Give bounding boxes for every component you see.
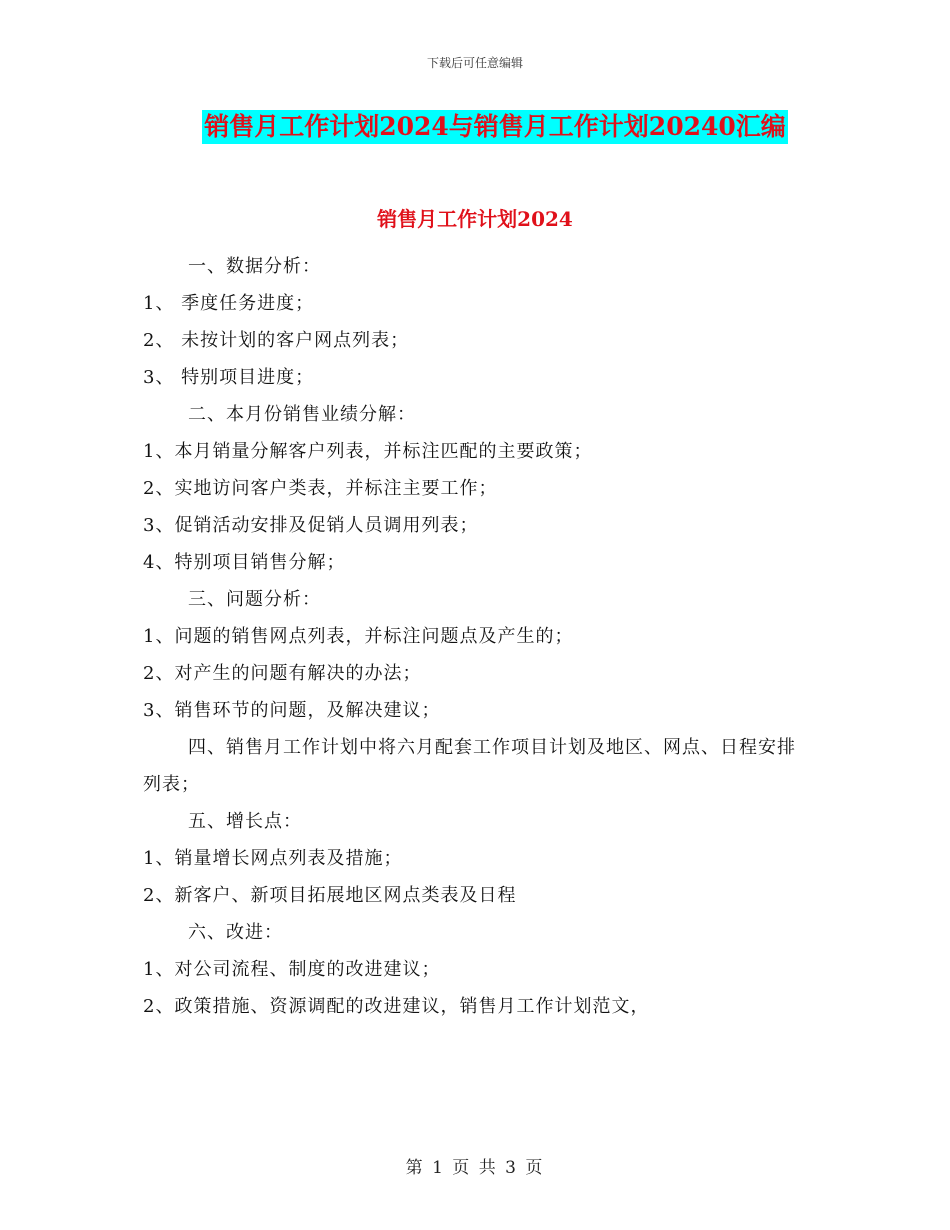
list-item: 1、销量增长网点列表及措施； bbox=[143, 848, 403, 869]
list-item: 1、对公司流程、制度的改进建议； bbox=[143, 959, 441, 980]
list-item: 2、政策措施、资源调配的改进建议，销售月工作计划范文， bbox=[143, 996, 650, 1017]
list-item: 2、实地访问客户类表，并标注主要工作； bbox=[143, 478, 498, 499]
list-item: 1、 季度任务进度； bbox=[143, 293, 315, 314]
list-item: 4、特别项目销售分解； bbox=[143, 552, 346, 573]
list-item: 3、销售环节的问题，及解决建议； bbox=[143, 700, 441, 721]
document-title: 销售月工作计划2024与销售月工作计划20240汇编 bbox=[202, 110, 788, 144]
heading-sales-breakdown: 二、本月份销售业绩分解： bbox=[188, 404, 416, 425]
heading-improvement: 六、改进： bbox=[188, 922, 283, 943]
list-item: 2、 未按计划的客户网点列表； bbox=[143, 330, 410, 351]
page-number: 第 1 页 共 3 页 bbox=[405, 1158, 545, 1178]
heading-data-analysis: 一、数据分析： bbox=[188, 256, 321, 277]
section-title: 销售月工作计划2024 bbox=[377, 207, 573, 231]
heading-growth-points: 五、增长点： bbox=[188, 811, 302, 832]
document-title-container bbox=[0, 110, 950, 144]
header-note: 下载后可任意编辑 bbox=[426, 56, 523, 70]
list-item: 1、问题的销售网点列表，并标注问题点及产生的； bbox=[143, 626, 574, 647]
paragraph-monthly-plan: 四、销售月工作计划中将六月配套工作项目计划及地区、网点、日程安排列表； bbox=[143, 737, 796, 795]
list-item: 3、促销活动安排及促销人员调用列表； bbox=[143, 515, 479, 536]
document-body bbox=[143, 248, 803, 1025]
list-item: 2、新客户、新项目拓展地区网点类表及日程 bbox=[143, 885, 517, 906]
list-item: 1、本月销量分解客户列表，并标注匹配的主要政策； bbox=[143, 441, 593, 462]
heading-problem-analysis: 三、问题分析： bbox=[188, 589, 321, 610]
list-item: 3、 特别项目进度； bbox=[143, 367, 315, 388]
list-item: 2、对产生的问题有解决的办法； bbox=[143, 663, 422, 684]
